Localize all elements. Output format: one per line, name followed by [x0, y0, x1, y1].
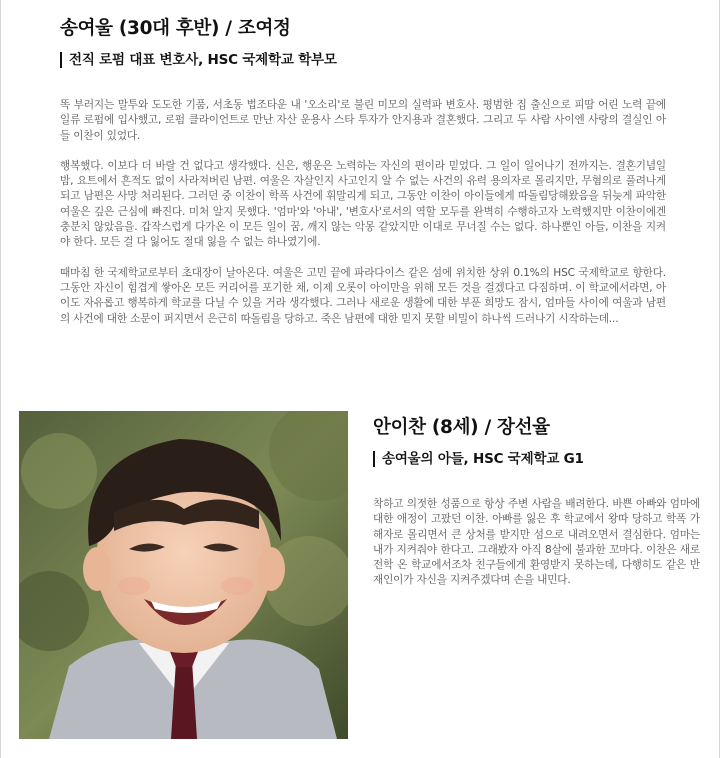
character-photo [19, 411, 348, 739]
character-bio [373, 497, 700, 589]
character-name: 안이찬 (8세) / 장선율 [373, 417, 550, 438]
bio-paragraph: 행복했다. 이보다 더 바랄 건 없다고 생각했다. 신은, 행운은 노력하는 자신의 편이라 믿었다. 그 일이 일어나기 전까지는. 결혼기념일 밤, 요트에서 흔적도 없이 사라져버린 남편. 여울은 자살인지 사고인지 알 수 없는 사건의 유력 용의자로 몰리지만, 무혐의로 풀려나게 되고 남편은 사망 처리된다. 그러던 중 이찬이 학폭 사건에 휘말리게 되고, 그동안 이찬이 아이들에게 따돌림당해왔음을 뒤늦게 파악한 여울은 깊은 근심에 빠진다. 미처 알지 못했다. '엄마'와 '아내', '변호사'로서의 역할 모두를 완벽히 수행하고자 노력했지만 이찬이에겐 충분치 않았음을. 갑작스럽게 다가온 이 모든 일이 꿈, 깨지 않는 악몽 같았지만 이대로 무너질 수는 없다. 하나뿐인 아들, 이찬을 지켜야 한다. 모든 걸 다 잃어도 절대 잃을 수 없는 하나였기에. [60, 159, 667, 249]
bio-paragraph: 때마침 한 국제학교로부터 초대장이 날아온다. 여울은 고민 끝에 파라다이스 같은 섬에 위치한 상위 0.1%의 HSC 국제학교로 향한다. 그동안 자신이 힘겹게 쌓아온 모든 커리어를 포기한 채, 이제 오롯이 아이만을 위해 모든 것을 걸겠다고 다짐하며. 이 학교에서라면, 아이도 자유롭고 행복하게 학교를 다닐 수 있을 거라 생각했다. 그러나 새로운 생활에 대한 부푼 희망도 잠시, 엄마들 사이에 여울과 남편의 사건에 대한 소문이 퍼지면서 은근히 따돌림을 당하고. 죽은 남편에 대한 믿지 못할 비밀이 하나씩 드러나기 시작하는데... [60, 266, 666, 325]
character-name: 송여울 (30대 후반) / 조여정 [60, 18, 291, 39]
right-frame-line [719, 0, 720, 758]
character-role: 전직 로펌 대표 변호사, HSC 국제학교 학부모 [60, 52, 337, 68]
left-frame-line [0, 0, 1, 758]
character-bio [60, 98, 666, 327]
bio-paragraph: 똑 부러지는 말투와 도도한 기품, 서초동 법조타운 내 '오소리'로 불린 미모의 실력파 변호사. 평범한 집 출신으로 피땀 어린 노력 끝에 일류 로펌에 입사했고, 로펌 클라이언트로 만난 자산 운용사 스타 투자가 안지용과 결혼했다. 그리고 두 사람 사이엔 사랑의 결실인 아들 이찬이 있었다. [60, 99, 666, 142]
character-role: 송여울의 아들, HSC 국제학교 G1 [373, 451, 584, 467]
boy-portrait-image [19, 411, 348, 739]
bio-paragraph: 착하고 의젓한 성품으로 항상 주변 사람을 배려한다. 바쁜 아빠와 엄마에 대한 애정이 고팠던 이찬. 아빠를 잃은 후 학교에서 왕따 당하고 학폭 가해자로 몰리면서 큰 상처를 받지만 섬으로 내려오면서 결심한다. 엄마는 내가 지켜줘야 한다고. 그래봤자 아직 8살에 불과한 꼬마다. 이찬은 새로 전학 온 학교에서조차 친구들에게 환영받지 못하는데, 다행히도 같은 반 재인이가 자신을 지켜주겠다며 손을 내민다. [373, 498, 700, 587]
